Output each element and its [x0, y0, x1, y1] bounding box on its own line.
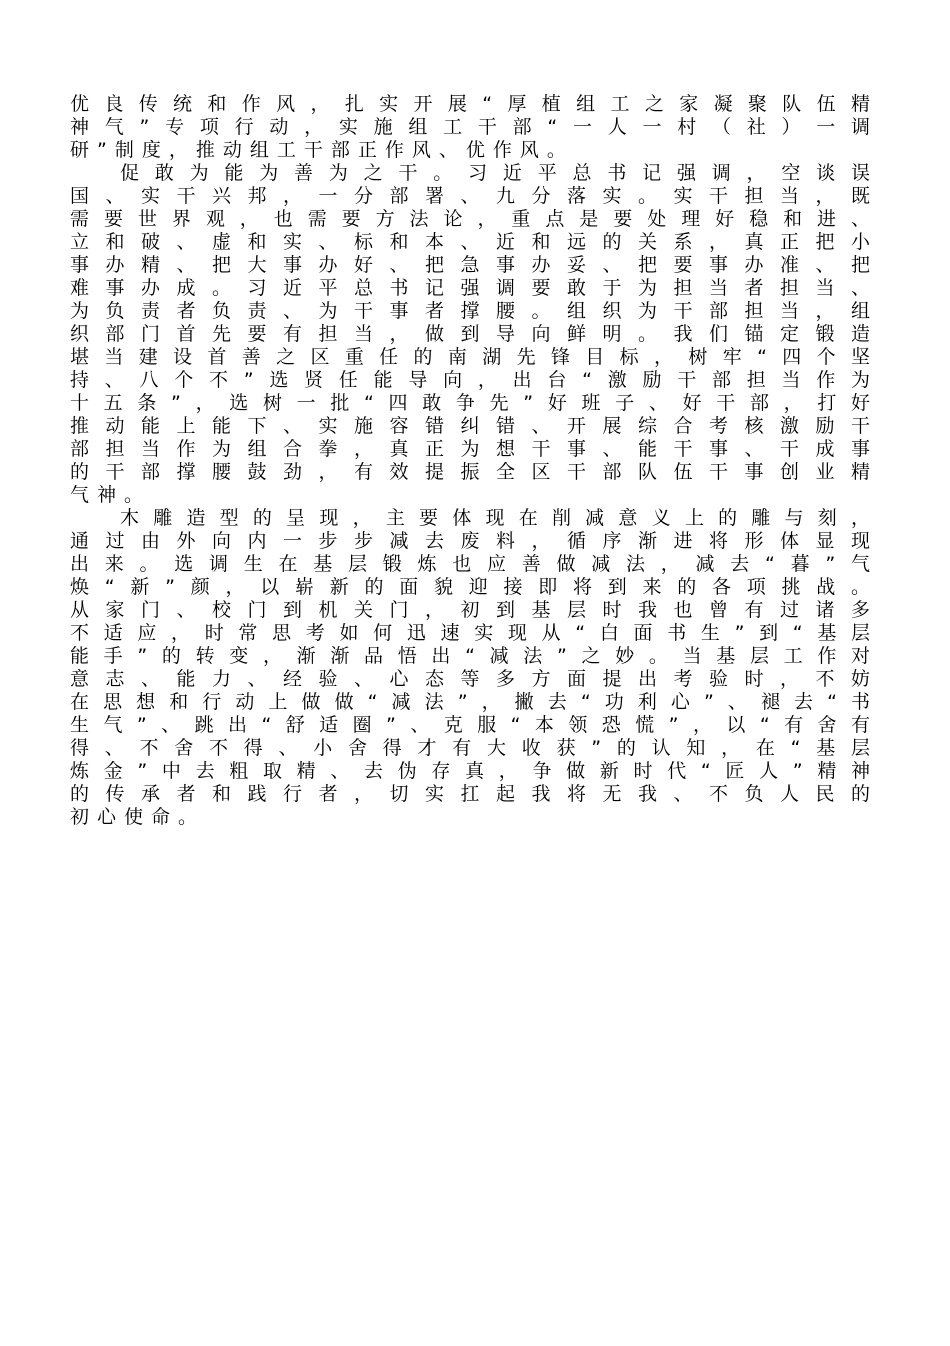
- text-line: 推动能上能下、实施容错纠错、开展综合考核激励干: [70, 415, 870, 437]
- text-line: 气神。: [70, 484, 152, 506]
- text-line: 事办精、把大事办好、把急事办妥、把要事办准、把: [70, 254, 870, 276]
- body-text: [70, 93, 870, 829]
- text-line: 织部门首先要有担当，做到导向鲜明。我们锚定锻造: [70, 323, 870, 345]
- text-line: 部担当作为组合拳，真正为想干事、能干事、干成事: [70, 438, 870, 460]
- text-line: 神气”专项行动，实施组工干部“一人一村（社）一调: [70, 116, 870, 138]
- text-line: 得、不舍不得、小舍得才有大收获”的认知，在“基层: [70, 737, 870, 759]
- text-line: 能手”的转变，渐渐品悟出“减法”之妙。当基层工作对: [70, 645, 870, 667]
- text-line: 通过由外向内一步步减去废料，循序渐进将形体显现: [70, 530, 870, 552]
- text-line: 促敢为能为善为之干。习近平总书记强调，空谈误: [120, 162, 870, 184]
- text-line: 意志、能力、经验、心态等多方面提出考验时，不妨: [70, 668, 870, 690]
- text-line: 从家门、校门到机关门，初到基层时我也曾有过诸多: [70, 599, 870, 621]
- text-line: 十五条”，选树一批“四敢争先”好班子、好干部，打好: [70, 392, 870, 414]
- text-line: 为负责者负责、为干事者撑腰。组织为干部担当，组: [70, 300, 870, 322]
- text-line: 堪当建设首善之区重任的南湖先锋目标，树牢“四个坚: [70, 346, 870, 368]
- text-line: 优良传统和作风，扎实开展“厚植组工之家凝聚队伍精: [70, 93, 870, 115]
- paragraph-3: [70, 507, 870, 829]
- text-line: 在思想和行动上做做“减法”，撇去“功利心”、褪去“书: [70, 691, 870, 713]
- text-line: 的传承者和践行者，切实扛起我将无我、不负人民的: [70, 783, 870, 805]
- text-line: 国、实干兴邦，一分部署、九分落实。实干担当，既: [70, 185, 870, 207]
- text-line: 的干部撑腰鼓劲，有效提振全区干部队伍干事创业精: [70, 461, 870, 483]
- text-line: 立和破、虚和实、标和本、近和远的关系，真正把小: [70, 231, 870, 253]
- text-line: 炼金”中去粗取精、去伪存真，争做新时代“匠人”精神: [70, 760, 870, 782]
- text-line: 出来。选调生在基层锻炼也应善做减法，减去“暮”气: [70, 553, 870, 575]
- text-line: 焕“新”颜，以崭新的面貌迎接即将到来的各项挑战。: [70, 576, 870, 598]
- text-line: 木雕造型的呈现，主要体现在削减意义上的雕与刻，: [120, 507, 870, 529]
- text-line: 需要世界观，也需要方法论，重点是要处理好稳和进、: [70, 208, 870, 230]
- text-line: 研”制度，推动组工干部正作风、优作风。: [70, 139, 574, 161]
- text-line: 初心使命。: [70, 806, 206, 828]
- text-line: 难事办成。习近平总书记强调要敢于为担当者担当、: [70, 277, 870, 299]
- paragraph-1: [70, 93, 870, 162]
- text-line: 持、八个不”选贤任能导向，出台“激励干部担当作为: [70, 369, 870, 391]
- paragraph-2: [70, 162, 870, 507]
- text-line: 不适应，时常思考如何迅速实现从“白面书生”到“基层: [70, 622, 870, 644]
- text-line: 生气”、跳出“舒适圈”、克服“本领恐慌”，以“有舍有: [70, 714, 870, 736]
